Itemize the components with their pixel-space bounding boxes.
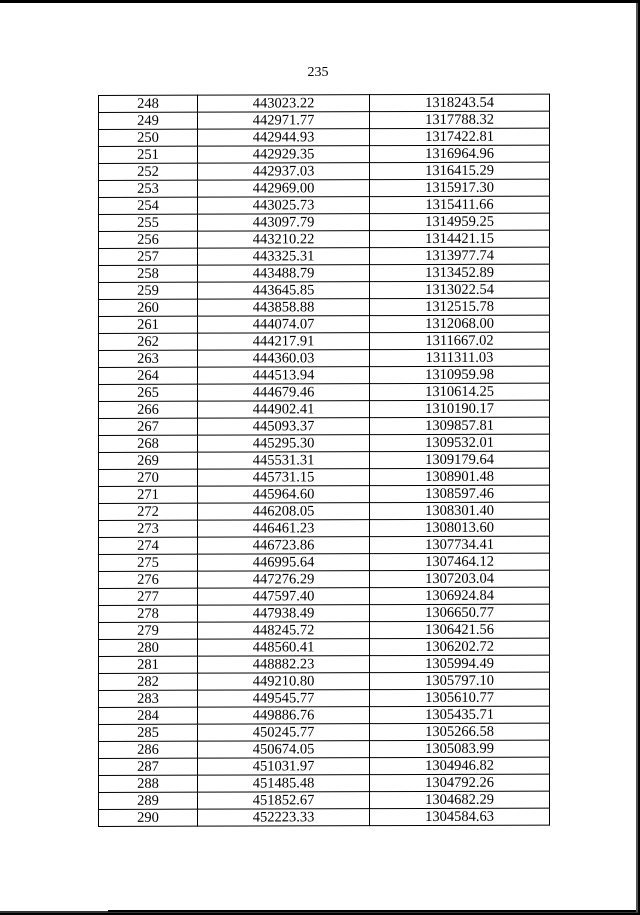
table-row <box>99 638 550 656</box>
y-coordinate-cell: 1305435.71 <box>370 706 550 724</box>
point-number-cell: 270 <box>99 469 198 486</box>
table-row <box>99 553 550 571</box>
point-number-cell: 283 <box>99 690 198 707</box>
table-row <box>99 434 550 452</box>
y-coordinate-cell: 1305083.99 <box>370 740 550 758</box>
x-coordinate-cell: 444217.91 <box>198 333 370 351</box>
y-coordinate-cell: 1308597.46 <box>370 485 550 503</box>
y-coordinate-cell: 1306421.56 <box>370 621 550 639</box>
table-row <box>99 706 550 724</box>
point-number-cell: 277 <box>99 588 198 605</box>
x-coordinate-cell: 446723.86 <box>198 537 370 555</box>
x-coordinate-cell: 451031.97 <box>198 758 370 776</box>
table-row <box>99 757 550 775</box>
table-row <box>99 94 550 112</box>
table-row <box>99 400 550 418</box>
point-number-cell: 267 <box>99 418 198 435</box>
x-coordinate-cell: 443488.79 <box>198 265 370 283</box>
y-coordinate-cell: 1316964.96 <box>370 145 550 163</box>
x-coordinate-cell: 449545.77 <box>198 690 370 708</box>
point-number-cell: 282 <box>99 673 198 690</box>
point-number-cell: 290 <box>99 809 198 826</box>
table-row <box>99 383 550 401</box>
y-coordinate-cell: 1313977.74 <box>370 247 550 265</box>
table-row <box>99 502 550 520</box>
y-coordinate-cell: 1311311.03 <box>370 349 550 367</box>
x-coordinate-cell: 444902.41 <box>198 401 370 419</box>
x-coordinate-cell: 447938.49 <box>198 605 370 623</box>
table-row <box>99 349 550 367</box>
y-coordinate-cell: 1310614.25 <box>370 383 550 401</box>
y-coordinate-cell: 1312068.00 <box>370 315 550 333</box>
table-row <box>99 128 550 146</box>
x-coordinate-cell: 443210.22 <box>198 231 370 249</box>
x-coordinate-cell: 443025.73 <box>198 197 370 215</box>
table-row <box>99 621 550 639</box>
y-coordinate-cell: 1305797.10 <box>370 672 550 690</box>
point-number-cell: 265 <box>99 384 198 401</box>
point-number-cell: 257 <box>99 248 198 265</box>
x-coordinate-cell: 445731.15 <box>198 469 370 487</box>
y-coordinate-cell: 1313452.89 <box>370 264 550 282</box>
y-coordinate-cell: 1314959.25 <box>370 213 550 231</box>
x-coordinate-cell: 449210.80 <box>198 673 370 691</box>
point-number-cell: 268 <box>99 435 198 452</box>
table-row <box>99 723 550 741</box>
x-coordinate-cell: 443645.85 <box>198 282 370 300</box>
point-number-cell: 276 <box>99 571 198 588</box>
y-coordinate-cell: 1310190.17 <box>370 400 550 418</box>
point-number-cell: 263 <box>99 350 198 367</box>
x-coordinate-cell: 443325.31 <box>198 248 370 266</box>
point-number-cell: 281 <box>99 656 198 673</box>
table-row <box>99 145 550 163</box>
x-coordinate-cell: 443023.22 <box>198 95 370 113</box>
y-coordinate-cell: 1312515.78 <box>370 298 550 316</box>
point-number-cell: 279 <box>99 622 198 639</box>
point-number-cell: 261 <box>99 316 198 333</box>
y-coordinate-cell: 1304584.63 <box>370 808 550 826</box>
point-number-cell: 284 <box>99 707 198 724</box>
y-coordinate-cell: 1307203.04 <box>370 570 550 588</box>
y-coordinate-cell: 1305610.77 <box>370 689 550 707</box>
x-coordinate-cell: 444074.07 <box>198 316 370 334</box>
table-row <box>99 791 550 809</box>
y-coordinate-cell: 1305266.58 <box>370 723 550 741</box>
x-coordinate-cell: 444513.94 <box>198 367 370 385</box>
coordinate-table-body <box>99 94 550 826</box>
table-row <box>99 570 550 588</box>
point-number-cell: 260 <box>99 299 198 316</box>
x-coordinate-cell: 444360.03 <box>198 350 370 368</box>
y-coordinate-cell: 1310959.98 <box>370 366 550 384</box>
table-row <box>99 485 550 503</box>
x-coordinate-cell: 443097.79 <box>198 214 370 232</box>
x-coordinate-cell: 449886.76 <box>198 707 370 725</box>
table-row <box>99 689 550 707</box>
x-coordinate-cell: 442937.03 <box>198 163 370 181</box>
y-coordinate-cell: 1309857.81 <box>370 417 550 435</box>
table-row <box>99 740 550 758</box>
y-coordinate-cell: 1307464.12 <box>370 553 550 571</box>
y-coordinate-cell: 1305994.49 <box>370 655 550 673</box>
point-number-cell: 249 <box>99 112 198 129</box>
y-coordinate-cell: 1309532.01 <box>370 434 550 452</box>
point-number-cell: 288 <box>99 775 198 792</box>
x-coordinate-cell: 444679.46 <box>198 384 370 402</box>
x-coordinate-cell: 447276.29 <box>198 571 370 589</box>
point-number-cell: 286 <box>99 741 198 758</box>
x-coordinate-cell: 445531.31 <box>198 452 370 470</box>
y-coordinate-cell: 1304682.29 <box>370 791 550 809</box>
point-number-cell: 269 <box>99 452 198 469</box>
y-coordinate-cell: 1313022.54 <box>370 281 550 299</box>
point-number-cell: 253 <box>99 180 198 197</box>
y-coordinate-cell: 1306202.72 <box>370 638 550 656</box>
table-row <box>99 519 550 537</box>
point-number-cell: 275 <box>99 554 198 571</box>
x-coordinate-cell: 443858.88 <box>198 299 370 317</box>
table-row <box>99 179 550 197</box>
point-number-cell: 271 <box>99 486 198 503</box>
x-coordinate-cell: 442929.35 <box>198 146 370 164</box>
point-number-cell: 280 <box>99 639 198 656</box>
x-coordinate-cell: 450245.77 <box>198 724 370 742</box>
point-number-cell: 262 <box>99 333 198 350</box>
table-row <box>99 468 550 486</box>
y-coordinate-cell: 1315917.30 <box>370 179 550 197</box>
point-number-cell: 256 <box>99 231 198 248</box>
y-coordinate-cell: 1311667.02 <box>370 332 550 350</box>
table-row <box>99 536 550 554</box>
x-coordinate-cell: 447597.40 <box>198 588 370 606</box>
y-coordinate-cell: 1306924.84 <box>370 587 550 605</box>
table-row <box>99 196 550 214</box>
y-coordinate-cell: 1318243.54 <box>370 94 550 112</box>
table-row <box>99 366 550 384</box>
point-number-cell: 252 <box>99 163 198 180</box>
point-number-cell: 289 <box>99 792 198 809</box>
x-coordinate-cell: 451852.67 <box>198 792 370 810</box>
table-row <box>99 332 550 350</box>
x-coordinate-cell: 446208.05 <box>198 503 370 521</box>
x-coordinate-cell: 445093.37 <box>198 418 370 436</box>
y-coordinate-cell: 1317788.32 <box>370 111 550 129</box>
x-coordinate-cell: 446995.64 <box>198 554 370 572</box>
table-row <box>99 315 550 333</box>
x-coordinate-cell: 445964.60 <box>198 486 370 504</box>
y-coordinate-cell: 1304792.26 <box>370 774 550 792</box>
x-coordinate-cell: 442969.00 <box>198 180 370 198</box>
x-coordinate-cell: 446461.23 <box>198 520 370 538</box>
point-number-cell: 285 <box>99 724 198 741</box>
table-row <box>99 451 550 469</box>
bottom-rule <box>108 910 636 912</box>
point-number-cell: 278 <box>99 605 198 622</box>
point-number-cell: 254 <box>99 197 198 214</box>
x-coordinate-cell: 445295.30 <box>198 435 370 453</box>
y-coordinate-cell: 1308301.40 <box>370 502 550 520</box>
point-number-cell: 264 <box>99 367 198 384</box>
y-coordinate-cell: 1308901.48 <box>370 468 550 486</box>
y-coordinate-cell: 1314421.15 <box>370 230 550 248</box>
point-number-cell: 273 <box>99 520 198 537</box>
x-coordinate-cell: 448560.41 <box>198 639 370 657</box>
x-coordinate-cell: 448882.23 <box>198 656 370 674</box>
point-number-cell: 248 <box>99 95 198 112</box>
x-coordinate-cell: 442944.93 <box>198 129 370 147</box>
table-row <box>99 298 550 316</box>
point-number-cell: 255 <box>99 214 198 231</box>
point-number-cell: 258 <box>99 265 198 282</box>
page-number: 235 <box>307 65 329 80</box>
x-coordinate-cell: 448245.72 <box>198 622 370 640</box>
x-coordinate-cell: 451485.48 <box>198 775 370 793</box>
table-row <box>99 672 550 690</box>
table-row <box>99 604 550 622</box>
x-coordinate-cell: 452223.33 <box>198 809 370 827</box>
table-row <box>99 213 550 231</box>
table-row <box>99 247 550 265</box>
x-coordinate-cell: 450674.05 <box>198 741 370 759</box>
coordinate-table <box>98 94 550 827</box>
table-row <box>99 587 550 605</box>
y-coordinate-cell: 1317422.81 <box>370 128 550 146</box>
table-row <box>99 417 550 435</box>
table-row <box>99 655 550 673</box>
point-number-cell: 251 <box>99 146 198 163</box>
table-row <box>99 162 550 180</box>
point-number-cell: 250 <box>99 129 198 146</box>
point-number-cell: 272 <box>99 503 198 520</box>
point-number-cell: 274 <box>99 537 198 554</box>
point-number-cell: 287 <box>99 758 198 775</box>
y-coordinate-cell: 1315411.66 <box>370 196 550 214</box>
table-row <box>99 111 550 129</box>
table-row <box>99 281 550 299</box>
y-coordinate-cell: 1304946.82 <box>370 757 550 775</box>
point-number-cell: 266 <box>99 401 198 418</box>
point-number-cell: 259 <box>99 282 198 299</box>
y-coordinate-cell: 1306650.77 <box>370 604 550 622</box>
y-coordinate-cell: 1316415.29 <box>370 162 550 180</box>
table-row <box>99 264 550 282</box>
document-page <box>0 3 638 913</box>
y-coordinate-cell: 1309179.64 <box>370 451 550 469</box>
y-coordinate-cell: 1308013.60 <box>370 519 550 537</box>
table-row <box>99 808 550 826</box>
table-row <box>99 774 550 792</box>
x-coordinate-cell: 442971.77 <box>198 112 370 130</box>
table-row <box>99 230 550 248</box>
y-coordinate-cell: 1307734.41 <box>370 536 550 554</box>
